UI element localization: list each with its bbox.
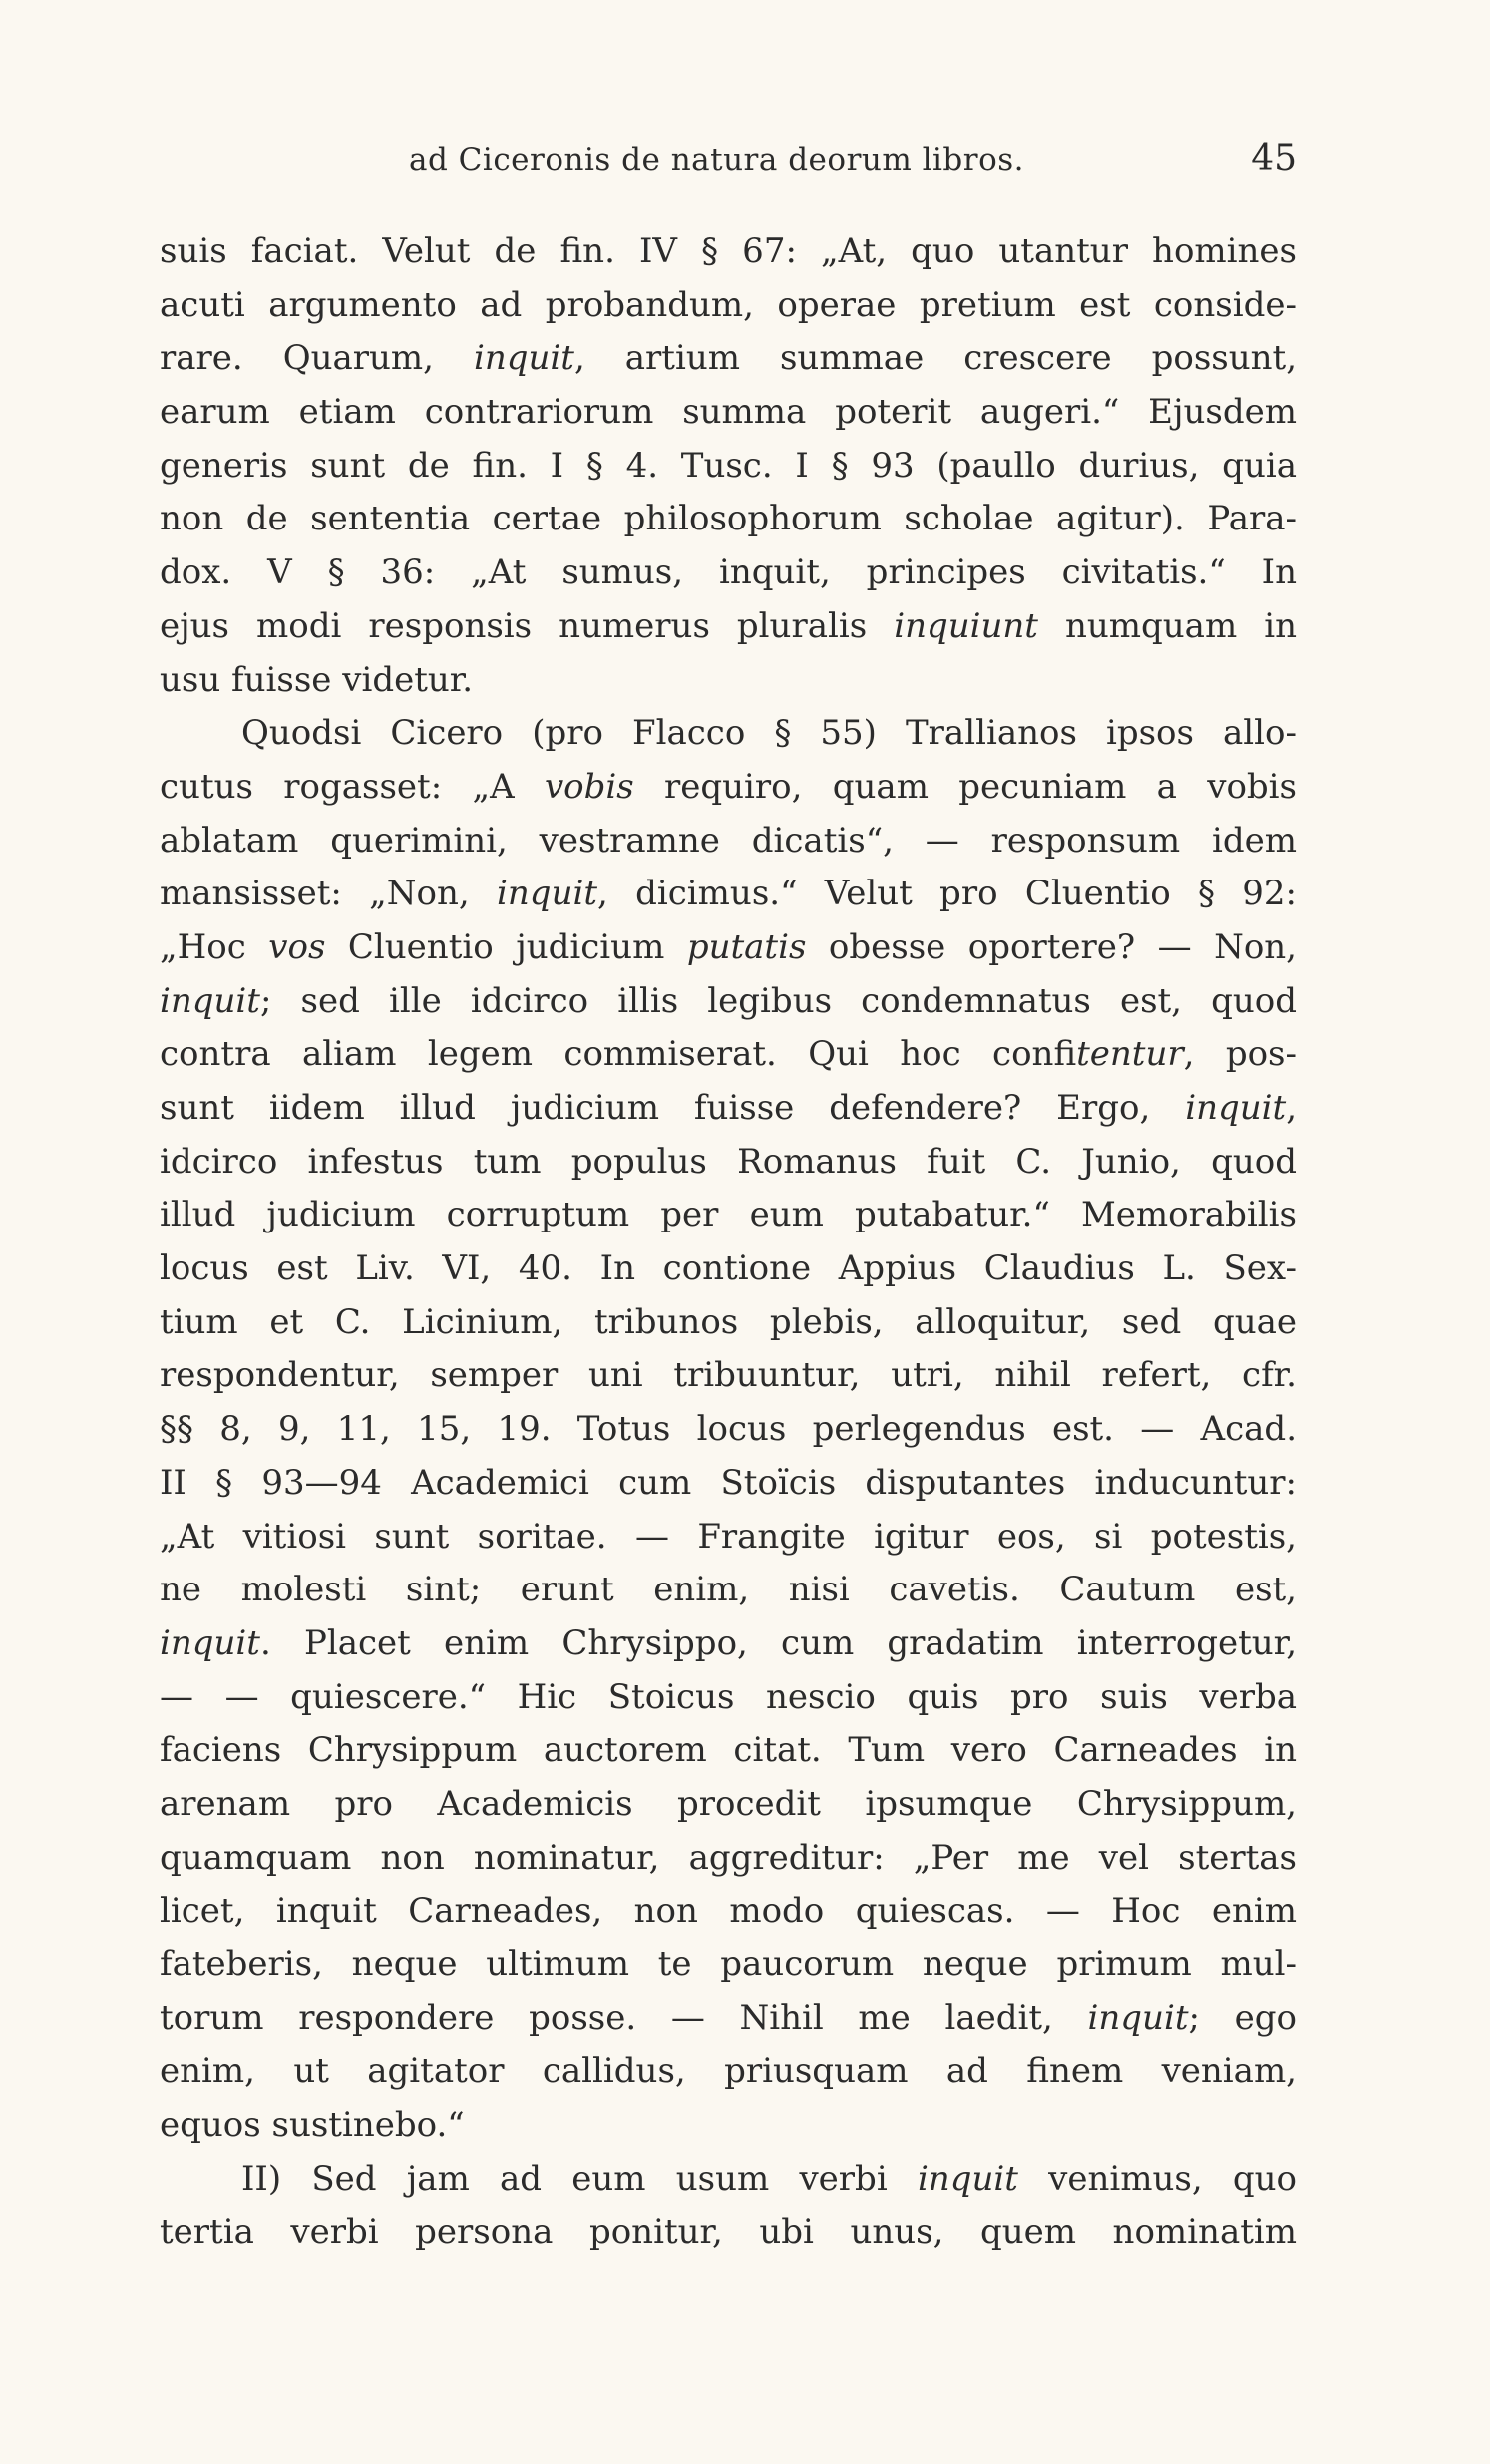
text-segment: ne molesti sint; erunt enim, nisi cavetis. Cautum est,: [160, 1570, 1297, 1610]
text-segment: , artium summae crescere possunt,: [573, 338, 1297, 379]
text-segment: fateberis, neque ultimum te paucorum neque primum mul-: [160, 1944, 1297, 1984]
text-line: [160, 1082, 1297, 1136]
text-line: [160, 1617, 1297, 1671]
text-segment: mansisset: „Non,: [160, 874, 498, 914]
text-line: [160, 386, 1297, 440]
text-line: [160, 707, 1297, 761]
text-segment: , dicimus.“ Velut pro Cluentio § 92:: [597, 874, 1297, 914]
text-segment: earum etiam contrariorum summa poterit augeri.“ Ejusdem: [160, 392, 1297, 433]
text-line: [160, 225, 1297, 279]
text-line: [160, 1778, 1297, 1832]
body-text: [160, 225, 1297, 2260]
text-segment: venimus, quo: [1017, 2158, 1297, 2199]
text-line: [160, 921, 1297, 975]
text-line: [160, 2045, 1297, 2099]
text-segment: arenam pro Academicis procedit ipsumque Chrysippum,: [160, 1783, 1297, 1824]
text-segment: usu fuisse videtur.: [160, 659, 474, 700]
text-line: [160, 2153, 1297, 2207]
text-segment: II § 93—94 Academici cum Stoïcis disputantes inducuntur:: [160, 1462, 1297, 1503]
text-segment: generis sunt de fin. I § 4. Tusc. I § 93 (paullo durius, quia: [160, 445, 1297, 486]
italic-text-segment: putatis: [686, 926, 807, 967]
italic-text-segment: inquit: [1185, 1088, 1287, 1128]
text-segment: numquam in: [1037, 605, 1297, 646]
text-line: [160, 493, 1297, 546]
text-line: [160, 761, 1297, 815]
text-segment: ,: [1286, 1088, 1297, 1128]
text-segment: „Hoc: [160, 926, 269, 967]
text-segment: illud judicium corruptum per eum putabatur.“ Memorabilis: [160, 1195, 1297, 1235]
italic-text-segment: inquit: [160, 980, 260, 1021]
text-segment: cutus rogasset: „A: [160, 766, 545, 807]
italic-text-segment: tentur: [1076, 1034, 1184, 1075]
text-line: [160, 1671, 1297, 1725]
text-line: [160, 975, 1297, 1029]
text-segment: obesse oportere? — Non,: [806, 926, 1297, 967]
text-segment: equos sustinebo.“: [160, 2105, 465, 2146]
text-segment: quamquam non nominatur, aggreditur: „Per me vel stertas: [160, 1837, 1297, 1878]
text-segment: requiro, quam pecuniam a vobis: [633, 766, 1297, 807]
text-line: [160, 1564, 1297, 1617]
text-segment: ablatam querimini, vestramne dicatis“, — responsum idem: [160, 820, 1297, 861]
text-segment: licet, inquit Carneades, non modo quiescas. — Hoc enim: [160, 1891, 1297, 1932]
text-segment: , pos-: [1183, 1034, 1297, 1075]
italic-text-segment: inquit: [1087, 1997, 1189, 2038]
italic-text-segment: inquiunt: [894, 605, 1038, 646]
text-segment: . Placet enim Chrysippo, cum gradatim interrogetur,: [259, 1622, 1297, 1663]
text-line: [160, 1028, 1297, 1082]
text-segment: suis faciat. Velut de fin. IV § 67: „At, quo utantur homines: [160, 231, 1297, 271]
text-segment: „At vitiosi sunt soritae. — Frangite igitur eos, si potestis,: [160, 1516, 1297, 1557]
text-line: [160, 1242, 1297, 1296]
text-line: [160, 1403, 1297, 1457]
italic-text-segment: inquit: [160, 1622, 260, 1663]
text-segment: ejus modi responsis numerus pluralis: [160, 605, 895, 646]
italic-text-segment: vobis: [544, 766, 634, 807]
text-segment: torum respondere posse. — Nihil me laedit,: [160, 1997, 1088, 2038]
text-line: [160, 1511, 1297, 1565]
text-line: [160, 1457, 1297, 1511]
text-segment: §§ 8, 9, 11, 15, 19. Totus locus perlegendus est. — Acad.: [160, 1409, 1297, 1450]
text-line: [160, 1832, 1297, 1886]
text-line: [160, 1349, 1297, 1403]
italic-text-segment: inquit: [917, 2158, 1018, 2199]
italic-text-segment: inquit: [497, 874, 598, 914]
text-segment: enim, ut agitator callidus, priusquam ad finem veniam,: [160, 2051, 1297, 2092]
text-segment: dox. V § 36: „At sumus, inquit, principes civitatis.“ In: [160, 552, 1297, 593]
italic-text-segment: inquit: [473, 338, 574, 379]
text-line: [160, 279, 1297, 333]
text-segment: Cluentio judicium: [325, 926, 687, 967]
text-segment: faciens Chrysippum auctorem citat. Tum vero Carneades in: [160, 1730, 1297, 1771]
text-segment: idcirco infestus tum populus Romanus fuit C. Junio, quod: [160, 1141, 1297, 1182]
text-line: [160, 1938, 1297, 1992]
text-segment: tium et C. Licinium, tribunos plebis, alloquitur, sed quae: [160, 1301, 1297, 1342]
text-segment: ; sed ille idcirco illis legibus condemnatus est, quod: [259, 980, 1297, 1021]
text-line: [160, 600, 1297, 654]
text-segment: ; ego: [1188, 1997, 1297, 2038]
running-title: ad Ciceronis de natura deorum libros.: [409, 142, 1025, 177]
text-segment: locus est Liv. VI, 40. In contione Appius Claudius L. Sex-: [160, 1248, 1297, 1289]
text-line: [160, 1136, 1297, 1190]
text-segment: sunt iidem illud judicium fuisse defendere? Ergo,: [160, 1088, 1186, 1128]
text-line: [160, 1189, 1297, 1242]
text-segment: contra aliam legem commiserat. Qui hoc confi: [160, 1034, 1077, 1075]
page-number: 45: [1251, 138, 1297, 178]
text-segment: Quodsi Cicero (pro Flacco § 55) Trallianos ipsos allo-: [241, 713, 1297, 754]
text-segment: — — quiescere.“ Hic Stoicus nescio quis pro suis verba: [160, 1676, 1297, 1717]
text-line: [160, 440, 1297, 494]
text-line: [160, 1296, 1297, 1350]
text-segment: acuti argumento ad probandum, operae pretium est conside-: [160, 284, 1297, 325]
text-line: [160, 815, 1297, 869]
text-segment: non de sententia certae philosophorum scholae agitur). Para-: [160, 499, 1297, 539]
text-line: [160, 1885, 1297, 1938]
text-line: [160, 2206, 1297, 2260]
text-segment: tertia verbi persona ponitur, ubi unus, quem nominatim: [160, 2212, 1297, 2253]
text-line: [160, 332, 1297, 386]
text-segment: II) Sed jam ad eum usum verbi: [241, 2158, 918, 2199]
text-line: [160, 1992, 1297, 2046]
running-head: [160, 138, 1297, 191]
text-line: [160, 654, 1297, 708]
text-line: [160, 868, 1297, 921]
text-segment: rare. Quarum,: [160, 338, 474, 379]
text-segment: respondentur, semper uni tribuuntur, utri, nihil refert, cfr.: [160, 1355, 1297, 1396]
text-line: [160, 1724, 1297, 1778]
text-line: [160, 2099, 1297, 2153]
text-line: [160, 546, 1297, 600]
italic-text-segment: vos: [268, 926, 326, 967]
